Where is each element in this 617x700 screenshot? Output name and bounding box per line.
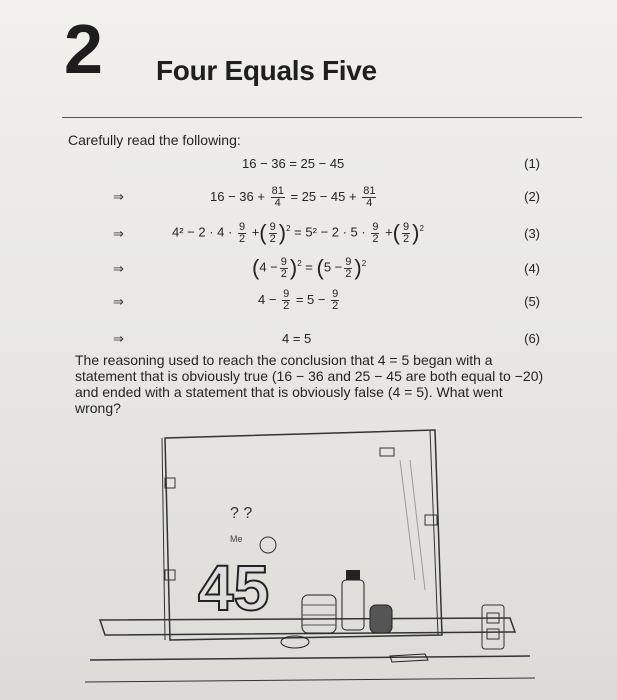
face-icon — [260, 537, 276, 553]
razor-icon — [390, 654, 428, 662]
title-rule — [62, 117, 582, 118]
implies-arrow: ⇒ — [113, 226, 124, 241]
implies-arrow: ⇒ — [113, 189, 124, 204]
equation-row-2 — [60, 183, 550, 213]
shelf — [100, 618, 515, 635]
chapter-number: 2 — [64, 10, 101, 88]
equation-6-number: (6) — [524, 331, 540, 346]
equation-row-3 — [60, 220, 550, 250]
me-label: Me — [230, 534, 243, 544]
equation-row-4 — [60, 255, 550, 285]
implies-arrow: ⇒ — [113, 331, 124, 346]
jar-icon — [302, 595, 336, 633]
outlet-icon — [482, 605, 504, 649]
equation-1-text: 16 − 36 = 25 − 45 — [242, 156, 345, 171]
equation-5-text: 4 − $\frac{9}{2}$ = 5 − $\frac{9}{2}$ — [258, 288, 339, 312]
implies-arrow: ⇒ — [113, 294, 124, 309]
equation-3-number: (3) — [524, 226, 540, 241]
intro-text: Carefully read the following: — [68, 132, 241, 148]
equation-2-text: 16 − 36 + $\frac{81}{4}$ = 25 − 45 + $\frac{81}{4}$ — [210, 185, 376, 209]
equation-4-text: (4 − $\frac{9}{2}$ )$^2$ = (5 − $\frac{9}{2}$ )$^2$ — [252, 255, 367, 280]
explanation-paragraph: The reasoning used to reach the conclusion that 4 = 5 began with a statement that is obviously true (16 − 36 and 25 − 45 are both equal to −20) and ended with a statement that is obviously false (4 = 5). What went wrong? — [75, 352, 544, 416]
bottle-icon — [342, 580, 364, 630]
equation-6-text: 4 = 5 — [282, 331, 312, 346]
mirror-clip — [165, 570, 175, 580]
thought-question-marks: ? ? — [230, 505, 253, 522]
chapter-title: Four Equals Five — [156, 55, 377, 86]
equation-row-6 — [60, 325, 550, 355]
equation-row-5 — [60, 288, 550, 318]
cartoon-illustration — [70, 420, 550, 700]
equation-2-number: (2) — [524, 189, 540, 204]
equation-3-text: 4² − 2 · 4 · $\frac{9}{2}$ +( $\frac{9}{2}$ )$^2$ = 5² − 2 · 5 · $\frac{9}{2}$ +( $\frac{9}{2}$ )$^2$ — [172, 220, 424, 245]
equation-1-number: (1) — [524, 156, 540, 171]
can-icon — [370, 605, 392, 633]
implies-arrow: ⇒ — [113, 261, 124, 276]
equation-4-number: (4) — [524, 261, 540, 276]
equation-5-number: (5) — [524, 294, 540, 309]
mirror-clip — [425, 515, 437, 525]
equation-row-1 — [60, 150, 550, 180]
mirror-clip — [380, 448, 394, 456]
big-45-character: 45 — [198, 552, 270, 624]
